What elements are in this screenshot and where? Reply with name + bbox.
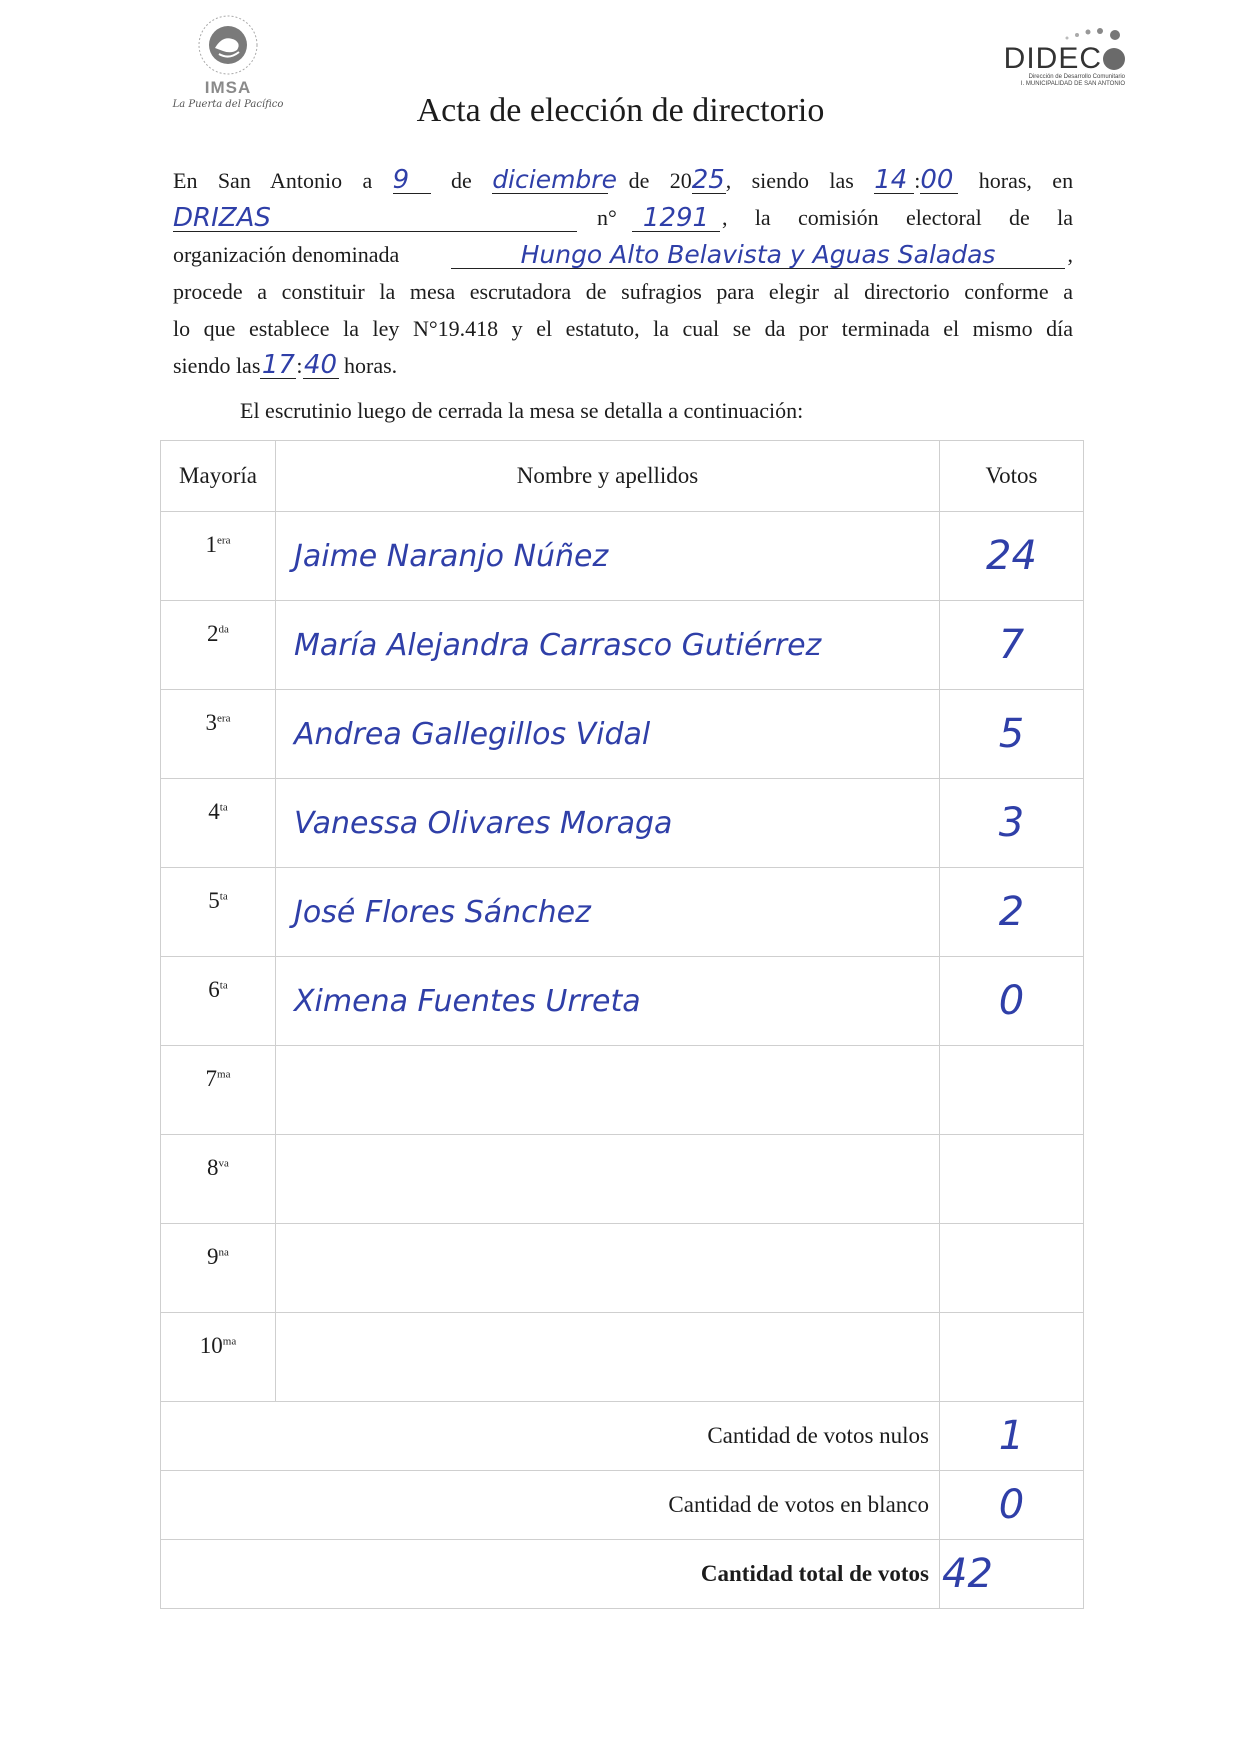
table-row xyxy=(161,1135,1084,1224)
blank-votes-value: 0 xyxy=(940,1471,1084,1540)
dideco-brand: DIDEC xyxy=(985,44,1125,74)
organization-field: Hungo Alto Belavista y Aguas Saladas xyxy=(451,242,1065,269)
blank-votes-label: Cantidad de votos en blanco xyxy=(161,1471,940,1540)
intro-line-6: siendo las17:40 horas. xyxy=(173,350,398,380)
end-hour-field: 17 xyxy=(261,350,295,380)
number-field: 1291 xyxy=(632,205,720,232)
day-field: 9 xyxy=(393,167,431,194)
rank-cell: $10^{ma}$ xyxy=(161,1313,276,1402)
candidate-name: Jaime Naranjo Núñez xyxy=(276,512,940,601)
candidate-name: María Alejandra Carrasco Gutiérrez xyxy=(276,601,940,690)
intro-paragraph xyxy=(173,162,1073,384)
intro-line-1: En San Antonio a 9 de diciembre de 2025, siendo las 14 :00 horas, en xyxy=(173,165,1074,195)
candidate-name: José Flores Sánchez xyxy=(276,868,940,957)
table-row xyxy=(161,512,1084,601)
rank-cell: $1^{era}$ xyxy=(161,512,276,601)
municipal-seal-icon xyxy=(191,14,265,76)
table-row xyxy=(161,1313,1084,1402)
candidate-name: Ximena Fuentes Urreta xyxy=(276,957,940,1046)
candidate-name xyxy=(276,1046,940,1135)
rank-cell: $8^{va}$ xyxy=(161,1135,276,1224)
year-field: 25 xyxy=(691,165,725,195)
dideco-sub1: Dirección de Desarrollo Comunitario xyxy=(1028,74,1125,80)
rank-cell: $6^{ta}$ xyxy=(161,957,276,1046)
total-votes-row xyxy=(161,1540,1084,1609)
candidate-votes: 7 xyxy=(940,601,1084,690)
candidate-name: Vanessa Olivares Moraga xyxy=(276,779,940,868)
null-votes-row xyxy=(161,1402,1084,1471)
blank-votes-row xyxy=(161,1471,1084,1540)
rank-cell: $5^{ta}$ xyxy=(161,868,276,957)
header-name: Nombre y apellidos xyxy=(276,441,940,512)
rank-cell: $2^{da}$ xyxy=(161,601,276,690)
table-row xyxy=(161,779,1084,868)
candidate-votes: 5 xyxy=(940,690,1084,779)
rank-cell: $7^{ma}$ xyxy=(161,1046,276,1135)
start-hour-field: 14 xyxy=(874,167,914,194)
candidate-votes: 3 xyxy=(940,779,1084,868)
null-votes-label: Cantidad de votos nulos xyxy=(161,1402,940,1471)
page-title: Acta de elección de directorio xyxy=(416,92,825,129)
header-rank: Mayoría xyxy=(161,441,276,512)
table-header-row xyxy=(161,441,1084,512)
table-row xyxy=(161,1046,1084,1135)
candidate-name xyxy=(276,1135,940,1224)
dideco-sub2: I. MUNICIPALIDAD DE SAN ANTONIO xyxy=(1020,81,1125,87)
candidate-votes xyxy=(940,1046,1084,1135)
rank-cell: $9^{na}$ xyxy=(161,1224,276,1313)
candidate-name xyxy=(276,1313,940,1402)
candidate-votes xyxy=(940,1224,1084,1313)
candidate-votes: 24 xyxy=(940,512,1084,601)
start-minute-field: 00 xyxy=(920,167,958,194)
table-row xyxy=(161,957,1084,1046)
candidate-votes xyxy=(940,1135,1084,1224)
rank-cell: $3^{era}$ xyxy=(161,690,276,779)
intro-line-2: DRIZAS n° 1291 , la comisión electoral de la xyxy=(173,203,1073,233)
imsa-brand: IMSA xyxy=(204,78,252,97)
table-row xyxy=(161,690,1084,779)
dideco-logo-icon xyxy=(1055,24,1125,44)
total-votes-label: Cantidad total de votos xyxy=(161,1540,940,1609)
null-votes-value: 1 xyxy=(940,1402,1084,1471)
table-row xyxy=(161,868,1084,957)
intro-line-3: organización denominada Hungo Alto Belavista y Aguas Saladas , xyxy=(173,240,1073,269)
candidate-name xyxy=(276,1224,940,1313)
intro-line-5: lo que establece la ley N°19.418 y el estatuto, la cual se da por terminada el mismo día xyxy=(173,316,1073,341)
table-row xyxy=(161,601,1084,690)
scrutiny-intro: El escrutinio luego de cerrada la mesa se detalla a continuación: xyxy=(240,398,804,423)
dideco-logo xyxy=(985,24,1125,88)
candidate-votes: 0 xyxy=(940,957,1084,1046)
candidate-name: Andrea Gallegillos Vidal xyxy=(276,690,940,779)
candidate-votes xyxy=(940,1313,1084,1402)
imsa-tagline: La Puerta del Pacífico xyxy=(172,99,284,110)
month-field: diciembre xyxy=(492,165,617,194)
candidate-votes: 2 xyxy=(940,868,1084,957)
header-votes: Votos xyxy=(940,441,1084,512)
table-row xyxy=(161,1224,1084,1313)
results-table xyxy=(160,440,1084,1609)
rank-cell: $4^{ta}$ xyxy=(161,779,276,868)
end-minute-field: 40 xyxy=(303,350,338,380)
total-votes-value: 42 xyxy=(940,1540,1084,1609)
street-field: DRIZAS xyxy=(173,205,577,232)
intro-line-4: procede a constituir la mesa escrutadora de sufragios para elegir al directorio conforme a xyxy=(173,279,1073,304)
